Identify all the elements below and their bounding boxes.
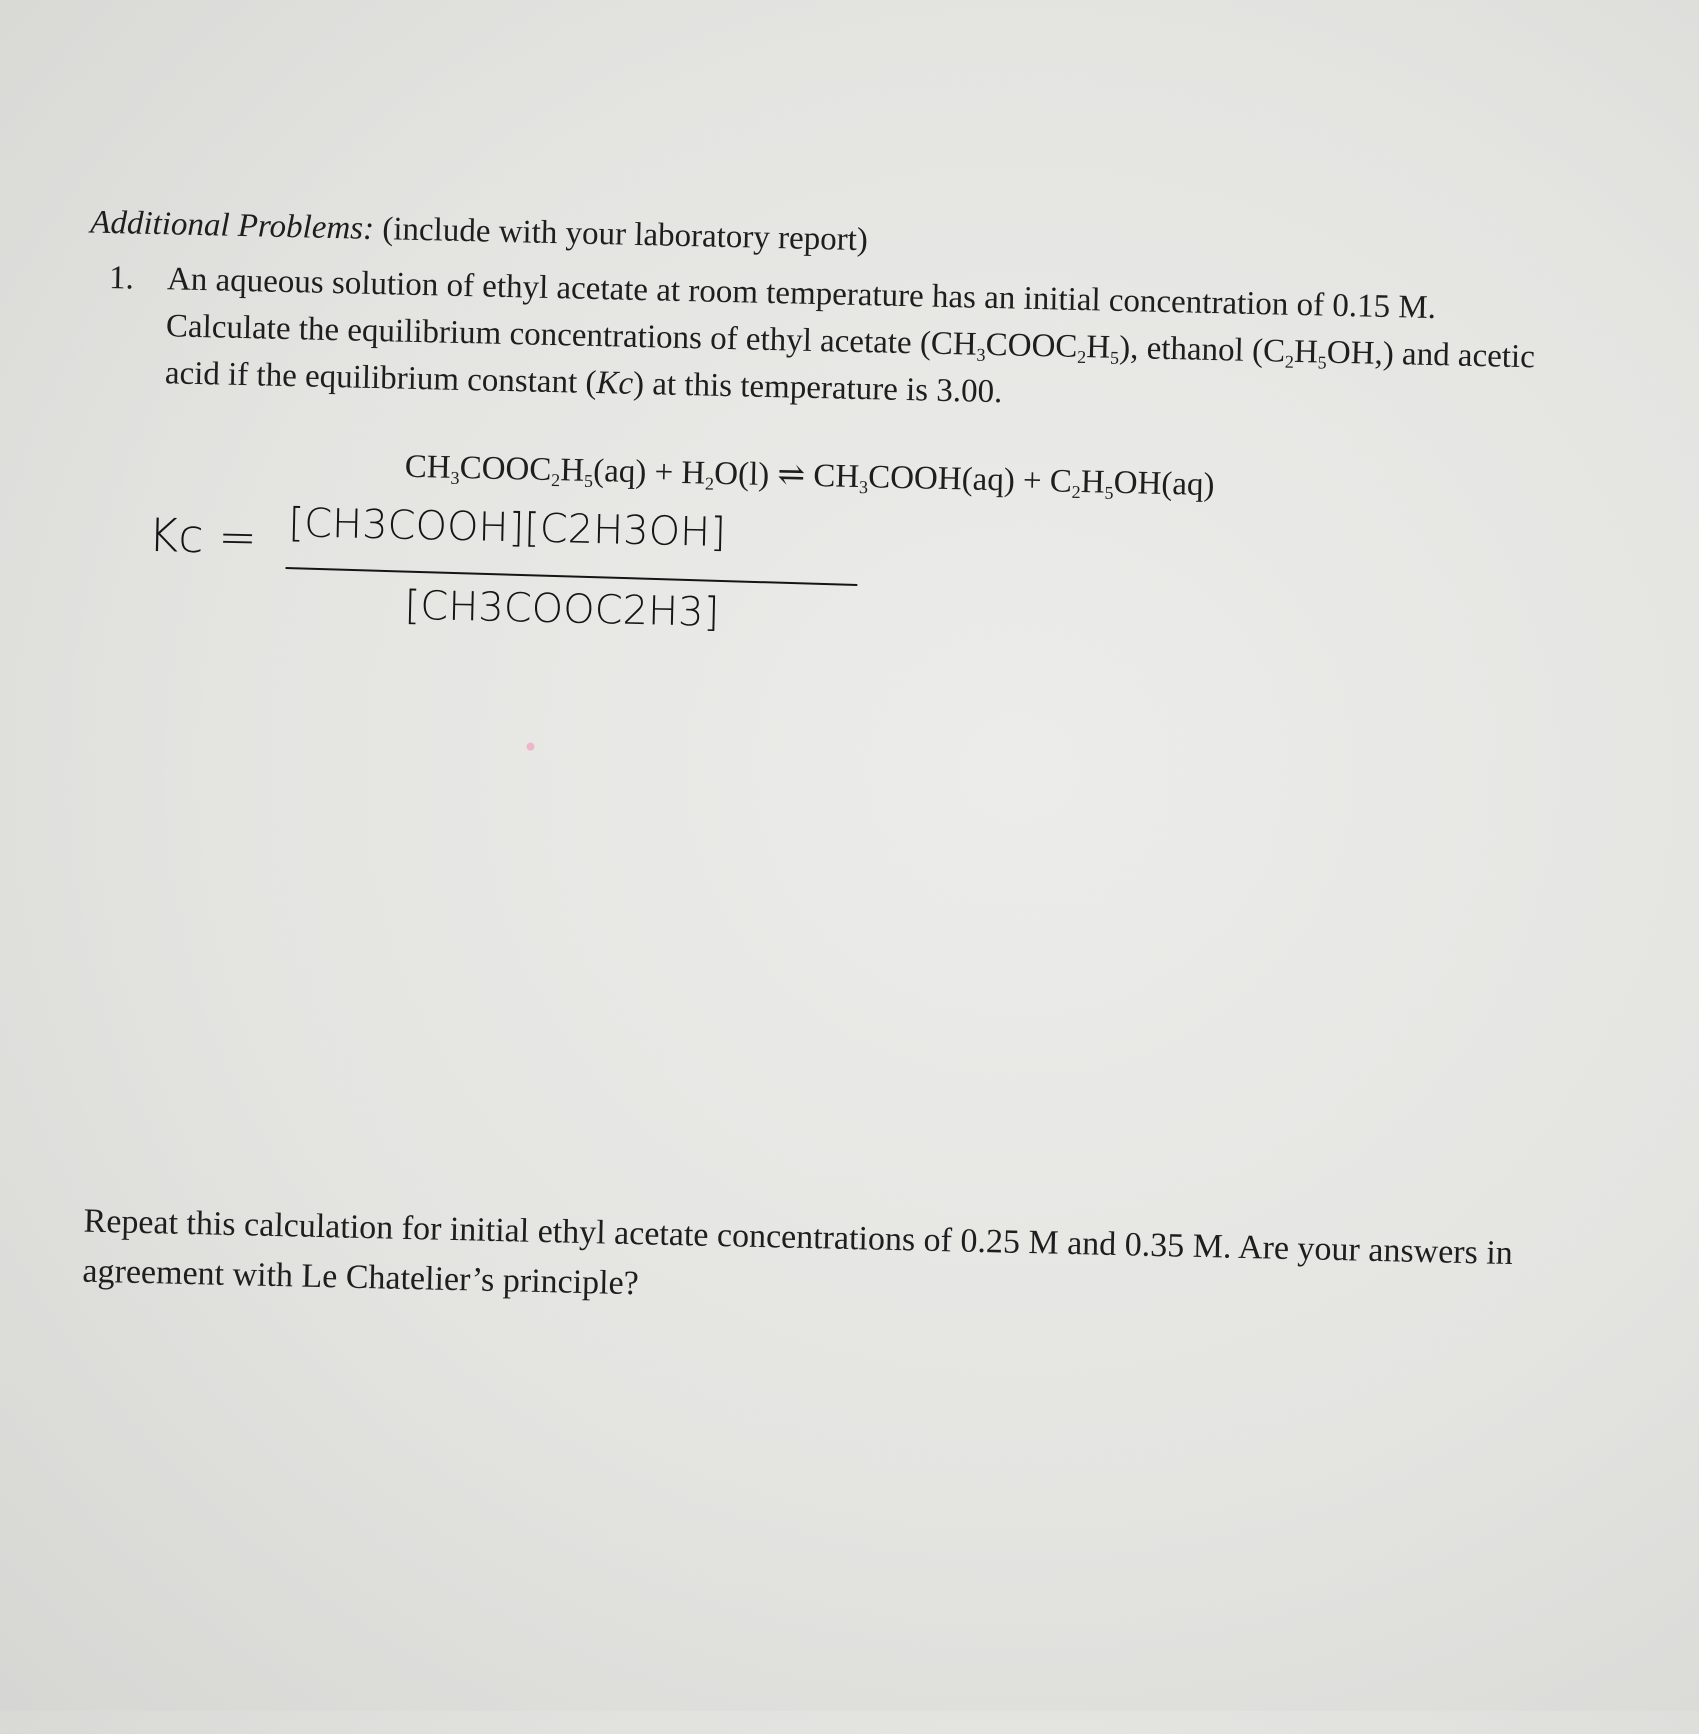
pink-mark xyxy=(526,743,534,751)
equation-part: (aq) + H xyxy=(592,452,706,492)
problem-text-part: COOC xyxy=(985,326,1078,365)
equation-part: CH xyxy=(404,448,452,486)
problem-text-part: ), ethanol (C xyxy=(1118,329,1286,370)
followup-question: Repeat this calculation for initial ethyl acetate concentrations of 0.25 M and 0.35 M. Are your answers in agreement with Le Chatelier’s principle? xyxy=(82,1202,1514,1303)
handwritten-denominator: [CH3COOC2H3] xyxy=(404,582,720,636)
equation-part: COOH(aq) + C xyxy=(867,459,1073,500)
equation-part: H xyxy=(1080,464,1106,501)
kc-symbol: Kc xyxy=(596,365,634,402)
reaction-equation xyxy=(404,446,1215,504)
subscript: 2 xyxy=(550,470,561,491)
equation-part: H xyxy=(559,452,585,489)
subscript: 2 xyxy=(704,473,715,494)
subscript: 5 xyxy=(1317,352,1327,373)
subscript: 2 xyxy=(1076,346,1087,368)
problem-text-part: H xyxy=(1085,329,1111,366)
problem-text-part: An aqueous solution of ethyl acetate at room temperature has an initial concentration of 0.15 M. Calculate the equilibrium concentrations of ethyl acetate (CH xyxy=(165,261,1437,363)
problem-text-part: OH,) and acetic acid if the equilibrium constant ( xyxy=(164,334,1536,402)
section-heading xyxy=(90,205,868,260)
heading-note: (include with your laboratory report) xyxy=(373,210,869,259)
subscript: 2 xyxy=(1284,351,1295,372)
subscript: 5 xyxy=(583,470,594,491)
handwritten-kc-label: Kc = xyxy=(147,507,258,565)
problem-text-part: H xyxy=(1293,333,1319,371)
equation-part: OH(aq) xyxy=(1113,464,1215,504)
subscript: 5 xyxy=(1109,347,1120,368)
problem-text xyxy=(164,256,1569,429)
subscript: 3 xyxy=(858,477,869,498)
problem-1 xyxy=(106,255,1569,429)
handwritten-numerator: [CH3COOH][C2H3OH] xyxy=(288,500,727,557)
fraction-bar xyxy=(285,568,857,585)
heading-italic: Additional Problems: xyxy=(89,204,375,247)
subscript: 3 xyxy=(976,344,986,365)
equation-part: COOC xyxy=(459,449,552,489)
equation-part: O(l) ⇌ CH xyxy=(713,455,860,496)
subscript: 3 xyxy=(450,467,460,488)
subscript: 5 xyxy=(1104,482,1114,503)
problem-number: 1. xyxy=(108,259,135,297)
subscript: 2 xyxy=(1071,481,1081,503)
handwritten-kc-expression xyxy=(146,493,869,659)
problem-text-part: ) at this temperature is 3.00. xyxy=(632,365,1003,411)
